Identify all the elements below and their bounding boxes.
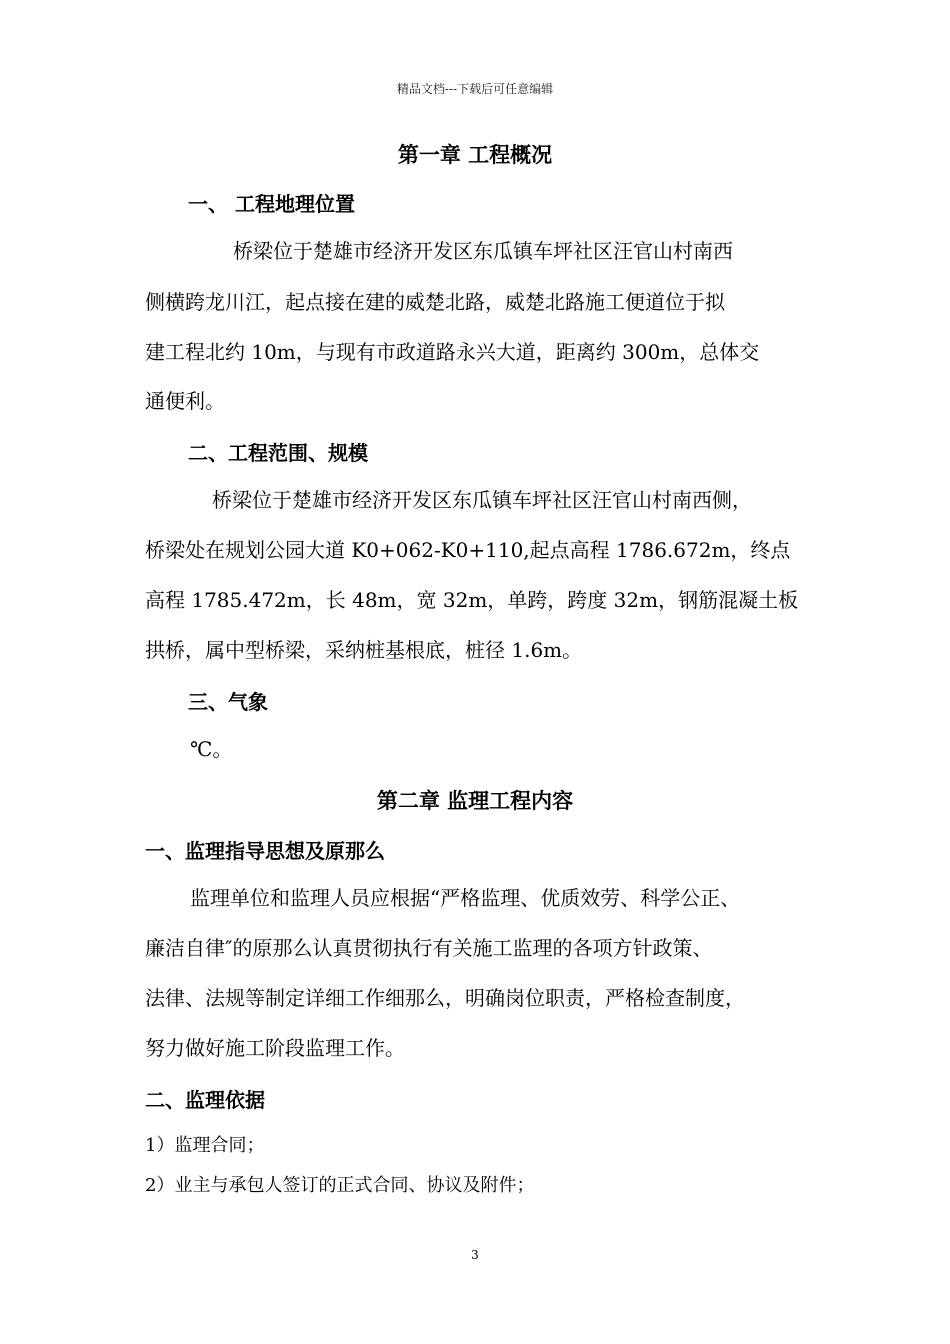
paragraph-line: 拱桥，属中型桥梁，采纳桩基根底，桩径 1.6m。 xyxy=(145,638,583,662)
paragraph-line: 监理单位和监理人员应根据“严格监理、优质效劳、科学公正、 xyxy=(190,886,741,910)
list-item: 2）业主与承包人签订的正式合同、协议及附件； xyxy=(145,1175,535,1196)
section-1-1-heading: 一、 工程地理位置 xyxy=(188,192,355,216)
paragraph-line: ℃。 xyxy=(190,737,233,761)
section-2-1-heading: 一、监理指导思想及原那么 xyxy=(145,839,385,863)
paragraph-line: 高程 1785.472m，长 48m，宽 32m，单跨，跨度 32m，钢筋混凝土板 xyxy=(145,588,799,612)
section-1-2-heading: 二、工程范围、规模 xyxy=(188,441,368,465)
section-1-3-heading: 三、气象 xyxy=(188,690,268,714)
chapter-1-title: 第一章 工程概况 xyxy=(397,143,553,167)
paragraph-line: 廉洁自律″的原那么认真贯彻执行有关施工监理的各项方针政策、 xyxy=(145,936,713,960)
paragraph-line: 桥梁位于楚雄市经济开发区东瓜镇车坪社区汪官山村南西侧， xyxy=(212,488,752,512)
paragraph-line: 努力做好施工阶段监理工作。 xyxy=(145,1036,405,1060)
paragraph-line: 桥梁位于楚雄市经济开发区东瓜镇车坪社区汪官山村南西 xyxy=(233,239,733,263)
paragraph-line: 建工程北约 10m，与现有市政道路永兴大道，距离约 300m，总体交 xyxy=(145,340,760,364)
chapter-2-title: 第二章 监理工程内容 xyxy=(376,789,574,813)
paragraph-line: 通便利。 xyxy=(145,389,225,413)
paragraph-line: 法律、法规等制定详细工作细那么，明确岗位职责，严格检查制度， xyxy=(145,986,745,1010)
section-2-2-heading: 二、监理依据 xyxy=(145,1088,265,1112)
list-item: 1）监理合同； xyxy=(145,1135,265,1156)
page-number: 3 xyxy=(471,1248,479,1262)
paragraph-line: 侧横跨龙川江，起点接在建的威楚北路，威楚北路施工便道位于拟 xyxy=(145,290,725,314)
paragraph-line: 桥梁处在规划公园大道 K0+062-K0+110,起点高程 1786.672m，终点 xyxy=(145,538,791,562)
page-header: 精品文档---下载后可任意编辑 xyxy=(396,82,554,96)
